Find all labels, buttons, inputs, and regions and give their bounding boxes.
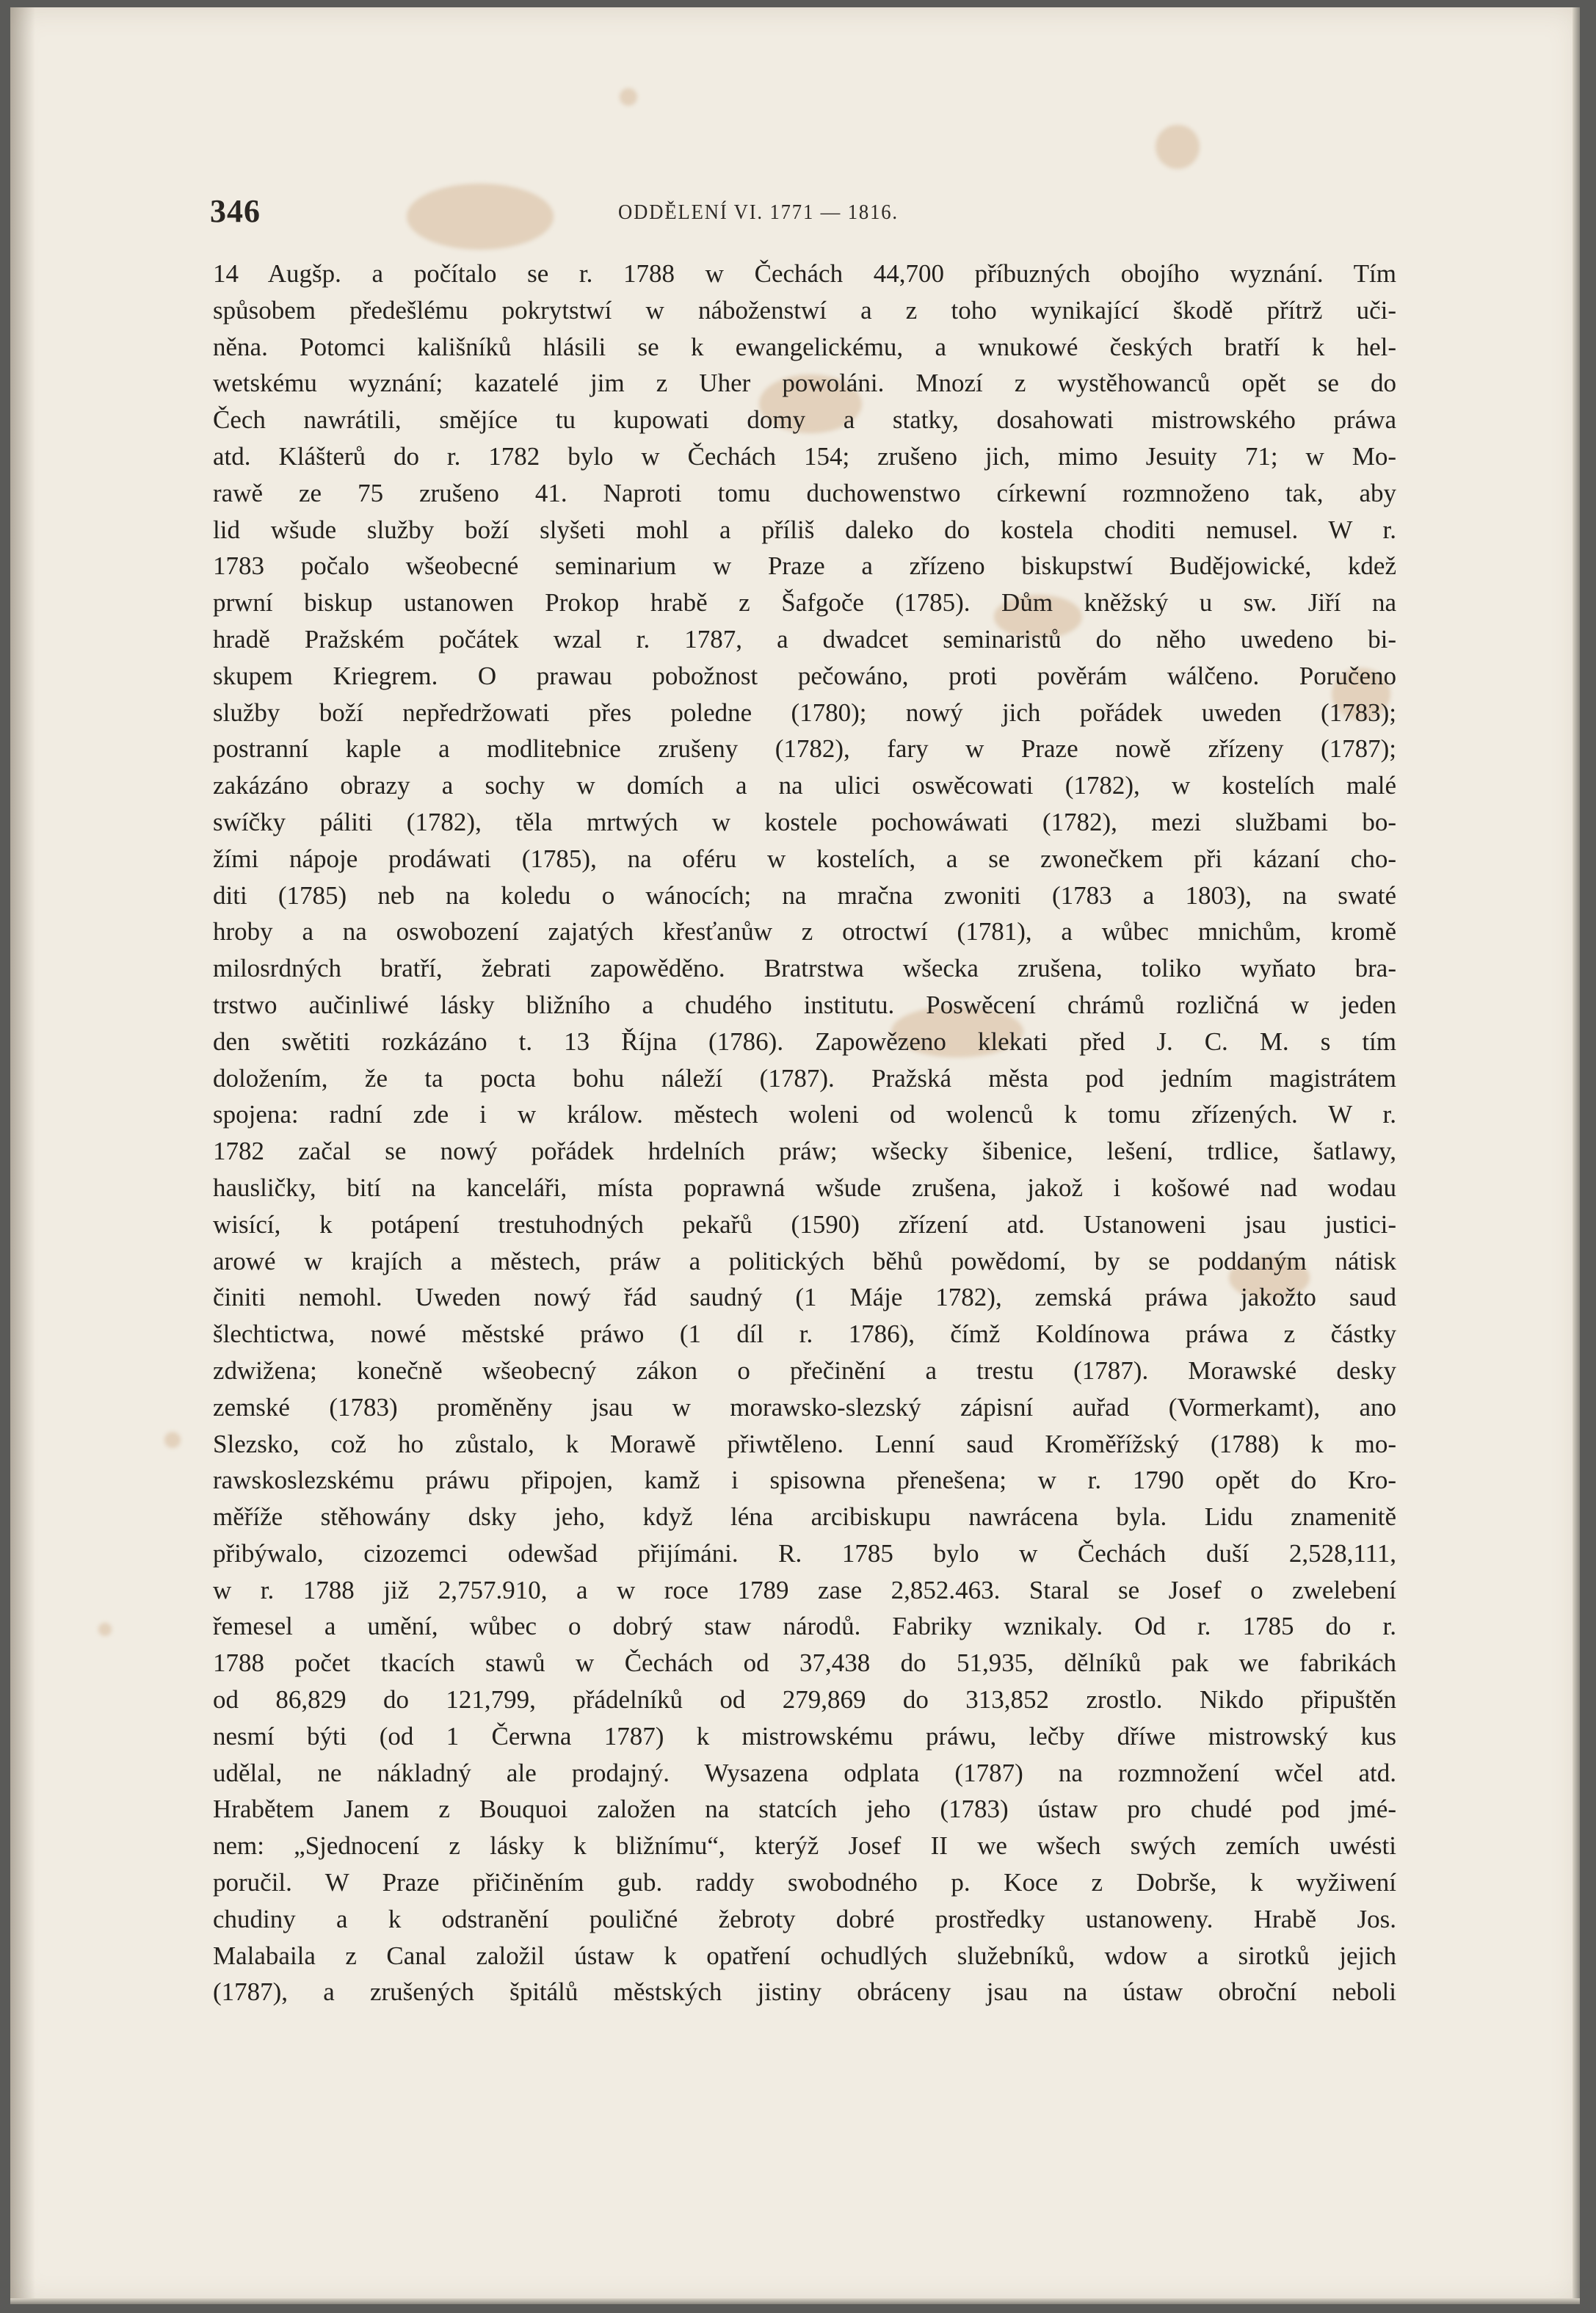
text-line: udělal, ne nákladný ale prodajný. Wysazena odplata (1787) na rozmnožení wčel atd. (213, 1758, 1396, 1787)
text-line: řemesel a umění, wůbec o dobrý staw národů. Fabriky wznikaly. Od r. 1785 do r. (213, 1612, 1396, 1641)
text-line: trstwo aučinliwé lásky bližního a chudého institutu. Poswěcení chrámů rozličná w jeden (213, 990, 1396, 1019)
text-line: zakázáno obrazy a sochy w domích a na ulici oswěcowati (1782), w kostelích malé (213, 771, 1396, 800)
text-line: hradě Pražském počátek wzal r. 1787, a dwadcet seminaristů do něho uwedeno bi- (213, 624, 1396, 654)
text-line: hroby a na oswobození zajatých křesťanůw z otroctwí (1781), a wůbec mnichům, kromě (213, 917, 1396, 946)
text-line: postranní kaple a modlitebnice zrušeny (1782), fary w Praze nowě zřízeny (1787); (213, 734, 1396, 764)
page-edge-bottom (10, 2298, 1580, 2304)
text-line: 1782 začal se nowý pořádek hrdelních práw; wšecky šibenice, lešení, trdlice, šatlawy, (213, 1137, 1396, 1166)
text-line: Slezsko, což ho zůstalo, k Morawě přiwtěleno. Lenní saud Kroměřížský (1788) k mo- (213, 1429, 1396, 1458)
text-line: skupem Kriegrem. O prawau pobožnost pečowáno, proti pověrám wálčeno. Poručeno (213, 661, 1396, 690)
text-line: atd. Klášterů do r. 1782 bylo w Čechách 154; zrušeno jich, mimo Jesuity 71; w Mo- (213, 441, 1396, 471)
text-line: doložením, že ta pocta bohu náleží (1787). Pražská města pod jedním magistrátem (213, 1063, 1396, 1093)
text-line: lid wšude služby boží slyšeti mohl a příliš daleko do kostela choditi nemusel. W r. (213, 515, 1396, 544)
text-line: rawskoslezskému práwu připojen, kamž i spisowna přenešena; w r. 1790 opět do Kro- (213, 1466, 1396, 1495)
text-line: rawě ze 75 zrušeno 41. Naproti tomu duchowenstwo církewní rozmnoženo tak, aby (213, 478, 1396, 507)
foxing-stain (1156, 125, 1200, 169)
text-line: prwní biskup ustanowen Prokop hrabě z Šafgoče (1785). Dům kněžský u sw. Jiří na (213, 588, 1396, 618)
running-head: ODDĚLENÍ VI. 1771 — 1816. (618, 200, 899, 224)
text-line: wetskému wyznání; kazatelé jim z Uher powoláni. Mnozí z wystěhowanců opět se do (213, 369, 1396, 398)
foxing-stain (98, 1623, 112, 1636)
foxing-stain (164, 1432, 181, 1448)
text-line: w r. 1788 již 2,757.910, a w roce 1789 zase 2,852.463. Staral se Josef o zwelebení (213, 1575, 1396, 1604)
text-line: přibýwalo, cizozemci odewšad přijímáni. R. 1785 bylo w Čechách duší 2,528,111, (213, 1538, 1396, 1568)
text-line: chudiny a k odstranění pouličné žebroty dobré prostředky ustanoweny. Hrabě Jos. (213, 1904, 1396, 1933)
text-line: zemské (1783) proměněny jsau w morawsko-slezský zápisní auřad (Vormerkamt), ano (213, 1392, 1396, 1422)
text-line: žími nápoje prodáwati (1785), na oféru w kostelích, a se zwonečkem při kázaní cho- (213, 844, 1396, 873)
text-line: diti (1785) neb na koledu o wánocích; na mračna zwoniti (1783 a 1803), na swaté (213, 880, 1396, 910)
text-line: od 86,829 do 121,799, přádelníků od 279,869 do 313,852 zrostlo. Nikdo připuštěn (213, 1685, 1396, 1715)
book-page (10, 7, 1580, 2304)
text-line: spojena: radní zde i w králow. městech woleni od wolenců k tomu zřízených. W r. (213, 1100, 1396, 1129)
page-number: 346 (210, 193, 261, 229)
text-line: činiti nemohl. Uweden nowý řád saudný (1 Máje 1782), zemská práwa jakožto saud (213, 1283, 1396, 1312)
text-line: šlechtictwa, nowé městské práwo (1 díl r. 1786), čímž Koldínowa práwa z částky (213, 1320, 1396, 1349)
text-line: wisící, k potápení trestuhodných pekařů (1590) zřízení atd. Ustanoweni jsau justici- (213, 1209, 1396, 1239)
text-line: nesmí býti (od 1 Čerwna 1787) k mistrowskému práwu, lečby dříwe mistrowský kus (213, 1721, 1396, 1751)
text-line: spůsobem předešlému pokrytstwí w náboženstwí a z toho wynikající škodě přítrž uči- (213, 295, 1396, 325)
text-line: něna. Potomci kališníků hlásili se k ewangelickému, a wnukowé českých bratří k hel- (213, 332, 1396, 361)
text-line: Malabaila z Canal založil ústaw k opatření ochudlých služebníků, wdow a sirotků jejich (213, 1941, 1396, 1970)
text-line: 1783 počalo wšeobecné seminarium w Praze a zřízeno biskupstwí Budějowické, kdež (213, 551, 1396, 581)
text-line: den swětiti rozkázáno t. 13 Října (1786). Zapowězeno klekati před J. C. M. s tím (213, 1027, 1396, 1056)
text-line: nem: „Sjednocení z lásky k bližnímu“, kterýž Josef II we wšech swých zemích uwésti (213, 1831, 1396, 1861)
text-line: 14 Augšp. a počítalo se r. 1788 w Čechách 44,700 příbuzných obojího wyznání. Tím (213, 259, 1396, 288)
foxing-stain (620, 88, 637, 106)
text-line: Čech nawrátili, smějíce tu kupowati domy a statky, dosahowati mistrowského práwa (213, 405, 1396, 435)
text-line: zdwižena; konečně wšeobecný zákon o přečinění a trestu (1787). Morawské desky (213, 1355, 1396, 1385)
text-line: (1787), a zrušených špitálů městských jistiny obráceny jsau na ústaw obroční neboli (213, 1977, 1396, 2007)
text-line: Hrabětem Janem z Bouquoi založen na statcích jeho (1783) ústaw pro chudé pod jmé- (213, 1795, 1396, 1824)
text-line: milosrdných bratří, žebrati zapowěděno. Bratrstwa wšecka zrušena, toliko wyňato bra- (213, 954, 1396, 983)
text-line: měříže stěhowány dsky jeho, když léna arcibiskupu nawrácena byla. Lidu znamenitě (213, 1502, 1396, 1532)
body-text (213, 256, 1396, 2010)
text-line: 1788 počet tkacích stawů w Čechách od 37,438 do 51,935, dělníků pak we fabrikách (213, 1648, 1396, 1678)
text-line: hausličky, bití na kanceláři, místa poprawná wšude zrušena, jakož i košowé nad wodau (213, 1173, 1396, 1202)
page-header (210, 189, 1385, 234)
text-line: arowé w krajích a městech, práw a politických běhů powědomí, by se poddaným nátisk (213, 1246, 1396, 1275)
gutter-shadow (10, 7, 35, 2304)
page-edge-right (1573, 7, 1580, 2304)
text-line: služby boží nepředržowati přes poledne (1780); nowý jich pořádek uweden (1783); (213, 698, 1396, 727)
text-line: swíčky páliti (1782), těla mrtwých w kostele pochowáwati (1782), mezi službami bo- (213, 807, 1396, 836)
text-line: poručil. W Praze přičiněním gub. raddy swobodného p. Koce z Dobrše, k wyžiwení (213, 1868, 1396, 1897)
